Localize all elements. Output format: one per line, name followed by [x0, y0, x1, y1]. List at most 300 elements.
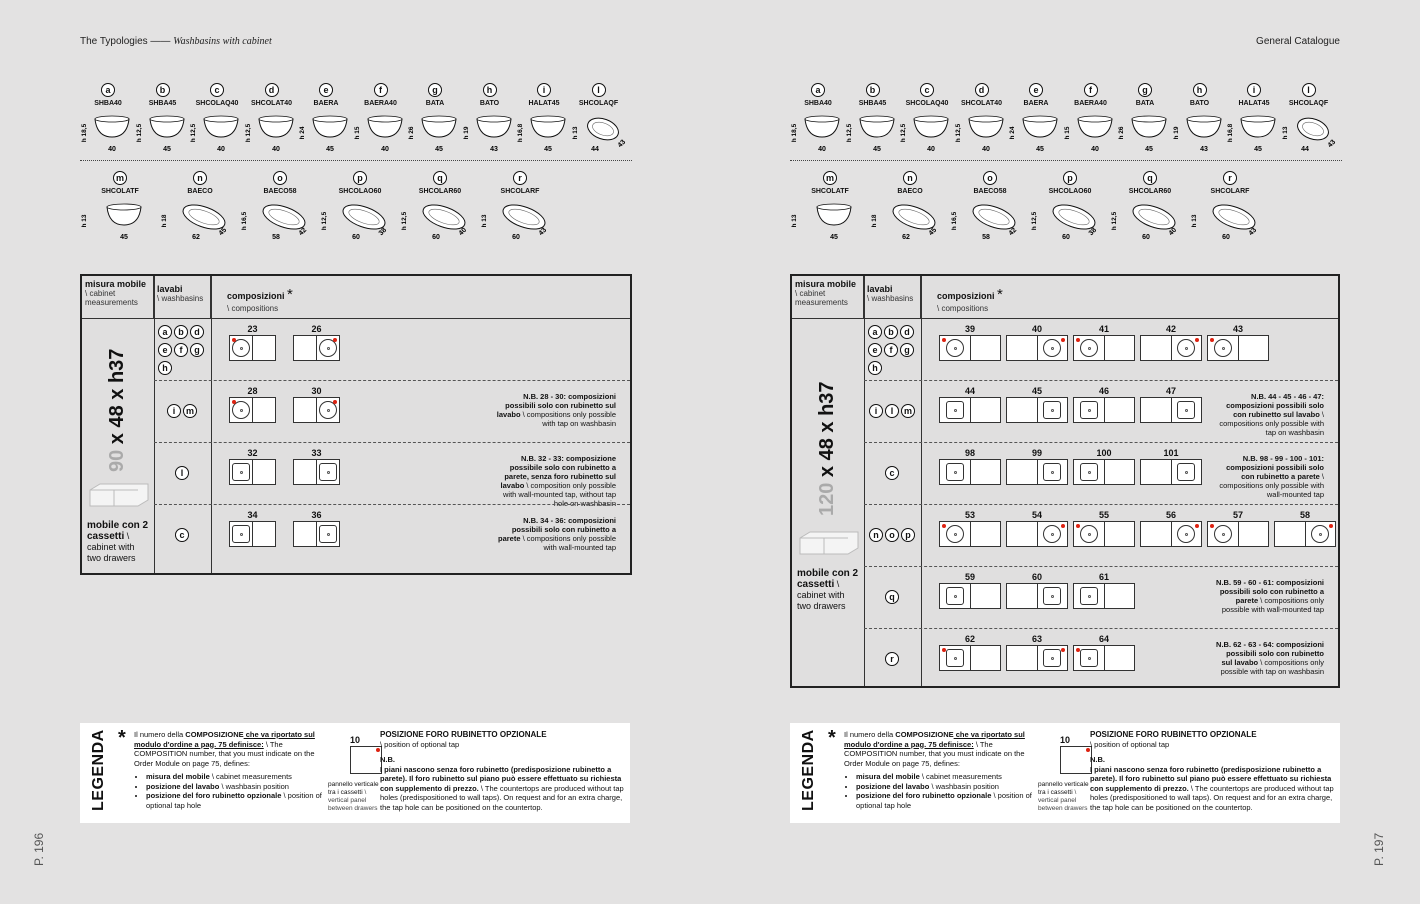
header-title: General Catalogue — [1256, 36, 1340, 47]
nb-en: \ The countertops are produced without tap holes (predispositioned to wall taps). On request and for an extra charge, the tap hole can be positioned on the countertop. — [1090, 783, 1334, 812]
height-label: h 16,8 — [1227, 123, 1234, 143]
drawer — [940, 398, 971, 422]
drawer — [1038, 584, 1068, 608]
height-label: h 13 — [81, 214, 88, 228]
basin-icon — [319, 463, 337, 481]
typology-h — [1172, 80, 1228, 155]
width-label: 45 — [1254, 146, 1262, 153]
drain-icon — [240, 347, 243, 350]
drain-icon — [954, 657, 957, 660]
typology-letter: b — [866, 83, 880, 97]
drain-icon — [1185, 471, 1188, 474]
note-it: N.B. 44 - 45 - 46 - 47: composizioni possibili solo con rubinetto sul lavabo — [1226, 392, 1324, 419]
tap-en: \ position of optional tap — [380, 739, 460, 749]
composition-number: 30 — [311, 386, 322, 396]
basin-icon — [1214, 339, 1232, 357]
basin-drawing-icon — [1008, 111, 1064, 155]
tap-hole-icon — [1076, 524, 1080, 528]
typology-letter: i — [537, 83, 551, 97]
composition-cabinet-icon — [1140, 521, 1202, 547]
row-divider — [154, 442, 630, 443]
drawer — [1007, 522, 1038, 546]
note-en: \ compositions only possible with tap on washbasin — [1219, 410, 1324, 437]
typology-letter: g — [428, 83, 442, 97]
depth-label: 43 — [537, 226, 549, 238]
drain-icon — [954, 471, 957, 474]
divider — [80, 160, 632, 161]
typology-c — [189, 80, 245, 155]
composition-cabinet-icon — [1073, 521, 1135, 547]
drawer — [1141, 336, 1172, 360]
header-compositions-label: composizioni — [937, 291, 998, 301]
drain-icon — [240, 471, 243, 474]
typology-letter: n — [193, 171, 207, 185]
drawer — [1141, 522, 1172, 546]
height-label: h 12,5 — [1111, 211, 1118, 231]
drawer — [294, 460, 317, 484]
height-label: h 16,8 — [517, 123, 524, 143]
legend-title: LEGENDA — [90, 729, 107, 811]
tap-hole-icon — [1061, 338, 1065, 342]
composition-28 — [229, 386, 276, 423]
basin-drawing-icon — [244, 111, 300, 155]
depth-label: 42 — [1007, 226, 1019, 238]
row-divider — [154, 504, 630, 505]
drain-icon — [1088, 595, 1091, 598]
note-en: \ compositions only possible with tap on washbasin — [520, 410, 616, 428]
typology-f — [353, 80, 409, 155]
nb-it: I piani nascono senza foro rubinetto (predisposizione rubinetto a parete). Il foro rubinetto sul piano può essere effettuato su richiesta con supplemento di prezzo. — [380, 764, 622, 793]
composition-cabinet-icon — [1006, 459, 1068, 485]
drawer — [317, 522, 339, 546]
composition-cabinet-icon — [1073, 583, 1135, 609]
tap-hole-icon — [1061, 648, 1065, 652]
composition-cabinet-icon — [1006, 645, 1068, 671]
panel-label-it: pannello verticale tra i cassetti — [328, 781, 379, 796]
drawer — [1074, 522, 1105, 546]
typology-row-1 — [80, 80, 632, 160]
width-label: 43 — [1199, 146, 1208, 153]
note-en: \ compositions only possible with wall-mounted tap — [1221, 596, 1324, 614]
typology-o — [240, 168, 320, 243]
basin-icon — [946, 339, 964, 357]
height-label: h 24 — [1009, 126, 1016, 140]
composition-cabinet-icon — [293, 335, 340, 361]
legend-intro — [844, 730, 1034, 810]
width-label: 60 — [432, 234, 440, 241]
width-label: 45 — [1145, 146, 1153, 153]
basin-letter-h: h — [868, 361, 882, 375]
width-label: 40 — [981, 146, 990, 153]
composition-33 — [293, 448, 340, 485]
basin-letters — [157, 463, 207, 481]
tap-hole-icon — [1076, 338, 1080, 342]
drawer — [294, 398, 317, 422]
composition-44 — [939, 386, 1001, 423]
height-label: h 13 — [1191, 214, 1198, 228]
composition-number: 39 — [964, 324, 975, 334]
row-divider — [864, 442, 1338, 443]
legend-title: LEGENDA — [800, 729, 817, 811]
row-divider — [864, 628, 1338, 629]
typology-letter: a — [811, 83, 825, 97]
typology-code: SHCOLAT40 — [250, 100, 293, 107]
composition-number: 53 — [964, 510, 975, 520]
typology-code: SHCOLAT40 — [960, 100, 1003, 107]
basin-letters — [867, 587, 917, 605]
drain-icon — [954, 595, 957, 598]
tap-hole-icon — [1210, 338, 1214, 342]
drawer — [1007, 336, 1038, 360]
drawer — [294, 336, 317, 360]
basin-icon — [1043, 401, 1061, 419]
header-divider — [792, 318, 1338, 319]
width-label: 43 — [489, 146, 498, 153]
basin-icon — [319, 525, 337, 543]
composition-table — [790, 274, 1340, 688]
drawer — [940, 522, 971, 546]
typology-letter: c — [210, 83, 224, 97]
cabinet-icon — [798, 530, 860, 556]
typology-letter: r — [513, 171, 527, 185]
typology-letter: l — [1302, 83, 1316, 97]
typology-g — [407, 80, 463, 155]
height-label: h 19 — [1172, 126, 1180, 140]
right-page — [710, 0, 1420, 904]
tap-title: POSIZIONE FORO RUBINETTO OPZIONALE — [1090, 730, 1257, 739]
composition-cabinet-icon — [1140, 335, 1202, 361]
typology-code: SHCOLAQ40 — [905, 100, 949, 107]
header-washbasins-label: lavabi — [157, 284, 183, 294]
drain-icon — [327, 347, 330, 350]
basin-drawing-icon — [1030, 199, 1110, 243]
drain-icon — [1088, 533, 1091, 536]
header-compositions-sub: \ compositions — [937, 304, 989, 313]
height-label: h 12,5 — [135, 123, 143, 143]
composition-98 — [939, 448, 1001, 485]
composition-cabinet-icon — [293, 521, 340, 547]
typology-code: BAECO — [187, 188, 213, 195]
composition-99 — [1006, 448, 1068, 485]
basin-drawing-icon — [80, 199, 160, 243]
intro-c: che va riportato sul modulo d'ordine a pag. 75 definisce: — [844, 730, 1025, 749]
basin-drawing-icon — [954, 111, 1010, 155]
typology-code: BATO — [1189, 100, 1210, 107]
basin-letters — [157, 401, 207, 419]
typology-code: BAERA — [1023, 100, 1049, 107]
composition-cabinet-icon — [229, 459, 276, 485]
basin-letter-l: l — [175, 466, 189, 480]
header-cabinet-label: misura mobile — [795, 279, 857, 289]
typology-code: SHCOLAQ40 — [195, 100, 239, 107]
typology-code: BATA — [425, 100, 445, 107]
composition-number: 56 — [1165, 510, 1176, 520]
legend-list — [856, 772, 1034, 810]
basin-letter-b: b — [884, 325, 898, 339]
typology-code: BAECO — [897, 188, 923, 195]
header-cabinet — [82, 276, 154, 318]
basin-drawing-icon — [571, 111, 627, 155]
cabinet-label-it: mobile con 2 cassetti — [87, 520, 149, 542]
drawer — [1208, 522, 1239, 546]
height-label: h 12,5 — [900, 123, 907, 143]
composition-number: 47 — [1165, 386, 1176, 396]
typology-letter: p — [1063, 171, 1077, 185]
example-number: 10 — [1060, 735, 1071, 745]
height-label: h 12,5 — [1031, 211, 1038, 231]
width-label: 40 — [380, 146, 389, 153]
height-label: h 26 — [1118, 126, 1125, 140]
composition-number: 26 — [311, 324, 322, 334]
width-label: 40 — [108, 146, 116, 153]
drain-icon — [1222, 347, 1225, 350]
drain-icon — [327, 409, 330, 412]
tap-hole-icon — [1061, 524, 1065, 528]
composition-cabinet-icon — [293, 459, 340, 485]
composition-cabinet-icon — [939, 645, 1001, 671]
composition-53 — [939, 510, 1001, 547]
header-compositions — [921, 276, 1338, 318]
composition-number: 44 — [964, 386, 975, 396]
drain-icon — [327, 533, 330, 536]
basin-letters — [867, 401, 917, 419]
legend-intro-text — [844, 730, 1034, 768]
width-label: 60 — [1142, 234, 1150, 241]
nb-label: N.B. — [380, 755, 395, 764]
basin-letter-f: f — [884, 343, 898, 357]
typology-letter: e — [1029, 83, 1043, 97]
typology-code: BATA — [1135, 100, 1155, 107]
drawer — [1105, 336, 1135, 360]
composition-100 — [1073, 448, 1135, 485]
composition-number: 60 — [1031, 572, 1042, 582]
basin-drawing-icon — [320, 199, 400, 243]
basin-letters — [157, 525, 207, 543]
typology-e — [1008, 80, 1064, 155]
typology-letter: g — [1138, 83, 1152, 97]
composition-57 — [1207, 510, 1269, 547]
height-label: h 12,5 — [190, 123, 197, 143]
drawer — [940, 460, 971, 484]
composition-number: 54 — [1031, 510, 1042, 520]
basin-letters — [867, 463, 917, 481]
basin-icon — [1080, 525, 1098, 543]
drain-icon — [1051, 347, 1054, 350]
basin-drawing-icon — [950, 199, 1030, 243]
width-label: 58 — [982, 234, 990, 241]
composition-47 — [1140, 386, 1202, 423]
height-label: h 12,5 — [845, 123, 853, 143]
basin-icon — [1080, 401, 1098, 419]
note-it: N.B. 32 - 33: composizione possibile solo con rubinetto a parete, senza foro rubinetto sul lavabo — [500, 454, 616, 490]
composition-56 — [1140, 510, 1202, 547]
composition-number: 61 — [1098, 572, 1109, 582]
drain-icon — [1088, 409, 1091, 412]
depth-label: 45 — [217, 226, 229, 238]
composition-number: 64 — [1098, 634, 1109, 644]
basin-icon — [232, 463, 250, 481]
intro-b: COMPOSIZIONE — [185, 730, 244, 739]
legend — [80, 723, 630, 823]
width-label: 45 — [830, 234, 838, 241]
typology-code: BAERA40 — [364, 100, 397, 107]
composition-46 — [1073, 386, 1135, 423]
drawer — [230, 398, 253, 422]
composition-26 — [293, 324, 340, 361]
composition-45 — [1006, 386, 1068, 423]
basin-icon — [1080, 463, 1098, 481]
height-label: h 19 — [462, 126, 470, 140]
tap-hole-icon — [1076, 648, 1080, 652]
legend-tap — [1090, 730, 1334, 812]
composition-62 — [939, 634, 1001, 671]
composition-61 — [1073, 572, 1135, 609]
typology-n — [160, 168, 240, 243]
drawer — [1074, 336, 1105, 360]
dimension-rest: x 48 x h37 — [106, 348, 128, 450]
composition-note — [1214, 578, 1324, 614]
typology-letter: o — [273, 171, 287, 185]
basin-drawing-icon — [1226, 111, 1282, 155]
depth-label: 43 — [1326, 138, 1337, 150]
typology-letter: f — [1084, 83, 1098, 97]
basin-icon — [1043, 587, 1061, 605]
composition-cabinet-icon — [939, 335, 1001, 361]
typology-d — [954, 80, 1010, 155]
drain-icon — [1051, 657, 1054, 660]
composition-number: 36 — [311, 510, 322, 520]
composition-cabinet-icon — [1073, 397, 1135, 423]
width-label: 45 — [162, 146, 171, 153]
drawer — [317, 460, 339, 484]
drawer — [940, 646, 971, 670]
basin-drawing-icon — [1190, 199, 1270, 243]
basin-drawing-icon — [135, 111, 191, 155]
composition-number: 23 — [247, 324, 258, 334]
width-label: 40 — [818, 146, 826, 153]
intro-a: Il numero della — [134, 730, 186, 739]
panel-label — [1038, 781, 1096, 813]
typology-m — [790, 168, 870, 243]
drawer — [1038, 646, 1068, 670]
height-label: h 13 — [1281, 126, 1289, 140]
typology-code: SHBA45 — [148, 100, 177, 107]
typology-g — [1117, 80, 1173, 155]
basin-drawing-icon — [1063, 111, 1119, 155]
composition-number: 32 — [247, 448, 258, 458]
basin-drawing-icon — [480, 199, 560, 243]
typology-n — [870, 168, 950, 243]
composition-cabinet-icon — [1207, 521, 1269, 547]
composition-32 — [229, 448, 276, 485]
column-divider — [864, 276, 865, 686]
intro-en: \ The COMPOSITION number, that you must indicate on the Order Module on page 75, defines: — [844, 739, 1025, 768]
drawer — [253, 336, 275, 360]
composition-cabinet-icon — [939, 583, 1001, 609]
typology-row-2 — [790, 168, 1342, 248]
width-label: 60 — [1062, 234, 1070, 241]
typology-code: BAERA — [313, 100, 339, 107]
drawer — [1074, 646, 1105, 670]
composition-number: 46 — [1098, 386, 1109, 396]
typology-letter: b — [156, 83, 170, 97]
composition-cabinet-icon — [1006, 335, 1068, 361]
header-divider — [82, 318, 630, 319]
composition-cabinet-icon — [229, 335, 276, 361]
basin-icon — [1043, 649, 1061, 667]
composition-number: 33 — [311, 448, 322, 458]
basin-letter-b: b — [174, 325, 188, 339]
basin-letter-e: e — [158, 343, 172, 357]
composition-number: 42 — [1165, 324, 1176, 334]
height-label: h 15 — [1063, 126, 1071, 140]
composition-34 — [229, 510, 276, 547]
basin-icon — [946, 401, 964, 419]
height-label: h 15 — [353, 126, 361, 140]
column-divider — [154, 276, 155, 573]
basin-letters — [867, 525, 917, 543]
basin-letter-a: a — [158, 325, 172, 339]
header-washbasins — [154, 276, 211, 318]
drawer — [971, 646, 1001, 670]
width-label: 45 — [872, 146, 881, 153]
drawer — [1038, 522, 1068, 546]
composition-number: 28 — [247, 386, 258, 396]
legend-intro-text — [134, 730, 324, 768]
drain-icon — [1051, 471, 1054, 474]
nb-it: I piani nascono senza foro rubinetto (predisposizione rubinetto a parete). Il foro rubinetto sul piano può essere effettuato su richiesta con supplemento di prezzo. — [1090, 764, 1332, 793]
drawer — [1038, 336, 1068, 360]
typology-letter: f — [374, 83, 388, 97]
depth-label: 38 — [1087, 226, 1099, 238]
basin-drawing-icon — [1117, 111, 1173, 155]
note-it: N.B. 34 - 36: composizioni possibili solo con rubinetto a parete — [498, 516, 616, 543]
basin-icon — [1043, 525, 1061, 543]
drain-icon — [954, 409, 957, 412]
basin-letter-d: d — [190, 325, 204, 339]
cabinet-label-en: \ cabinet with two drawers — [87, 531, 136, 563]
drawer — [1007, 460, 1038, 484]
star-icon: * — [118, 727, 126, 749]
typology-code: SHCOLAR60 — [1128, 188, 1172, 195]
basin-drawing-icon — [1281, 111, 1337, 155]
basin-letter-i: i — [167, 404, 181, 418]
composition-number: 55 — [1098, 510, 1109, 520]
header-cabinet — [792, 276, 864, 318]
basin-letter-q: q — [885, 590, 899, 604]
width-label: 44 — [1300, 146, 1309, 153]
note-it: N.B. 28 - 30: composizioni possibili solo con rubinetto sul lavabo — [496, 392, 616, 419]
height-label: h 12,5 — [401, 211, 408, 231]
typology-letter: q — [1143, 171, 1157, 185]
cabinet-label — [797, 568, 861, 612]
height-label: h 12,5 — [321, 211, 328, 231]
legend-item: • posizione del lavabo \ washbasin position — [856, 782, 1034, 792]
drawer — [1141, 460, 1172, 484]
typology-p — [320, 168, 400, 243]
basin-icon — [1043, 463, 1061, 481]
nb-label: N.B. — [1090, 755, 1105, 764]
header-cabinet-label: misura mobile — [85, 279, 147, 289]
drawer — [1074, 584, 1105, 608]
typology-o — [950, 168, 1030, 243]
basin-drawing-icon — [462, 111, 518, 155]
basin-letter-l: l — [885, 404, 899, 418]
typology-h — [462, 80, 518, 155]
drawer — [1208, 336, 1239, 360]
drawer — [1105, 460, 1135, 484]
depth-label: 43 — [1247, 226, 1259, 238]
